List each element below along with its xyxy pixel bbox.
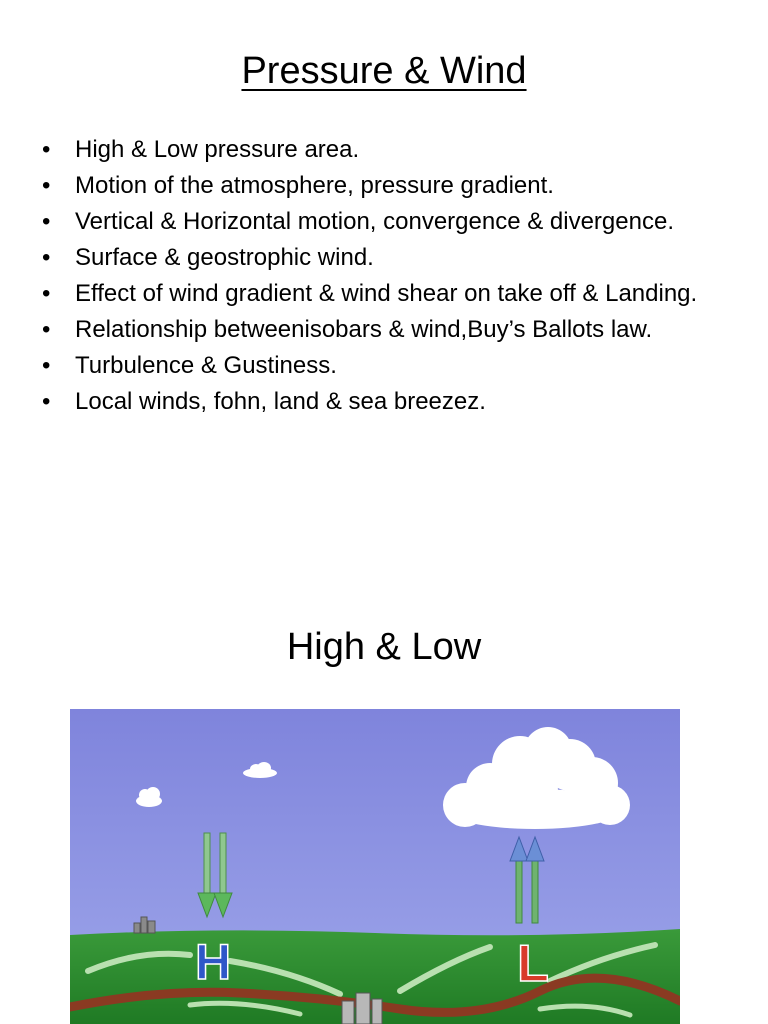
bullet-text: Surface & geostrophic wind. <box>75 244 374 271</box>
bullet-icon: • <box>42 352 51 379</box>
pressure-scene <box>70 709 680 1024</box>
bullet-text: High & Low pressure area. <box>75 136 360 163</box>
bullet-text: Local winds, fohn, land & sea breezez. <box>75 388 486 415</box>
bullet-item <box>42 136 732 164</box>
bullet-icon: • <box>42 208 51 235</box>
slide-title: Pressure & Wind <box>241 50 527 92</box>
bullet-icon: • <box>42 280 51 307</box>
bullet-text: Turbulence & Gustiness. <box>75 352 337 379</box>
bullet-icon: • <box>42 244 51 271</box>
bullet-item <box>42 316 732 344</box>
bullet-item <box>42 172 732 200</box>
pressure-illustration <box>70 709 680 1024</box>
bullet-list <box>42 136 732 424</box>
bullet-item <box>42 280 732 308</box>
high-pressure-label: H <box>194 934 232 990</box>
bullet-text: Vertical & Horizontal motion, convergence & divergence. <box>75 208 674 235</box>
bullet-item <box>42 208 732 236</box>
bullet-text: Motion of the atmosphere, pressure gradient. <box>75 172 554 199</box>
bullet-icon: • <box>42 388 51 415</box>
section-title: High & Low <box>286 626 482 668</box>
bullet-item <box>42 244 732 272</box>
bullet-item <box>42 388 732 416</box>
low-pressure-label: L <box>517 935 549 993</box>
bullet-text: Relationship betweenisobars & wind,Buy’s Ballots law. <box>75 316 653 343</box>
bullet-icon: • <box>42 316 51 343</box>
bullet-icon: • <box>42 172 51 199</box>
bullet-icon: • <box>42 136 51 163</box>
bullet-item <box>42 352 732 380</box>
bullet-text: Effect of wind gradient & wind shear on take off & Landing. <box>75 280 698 307</box>
